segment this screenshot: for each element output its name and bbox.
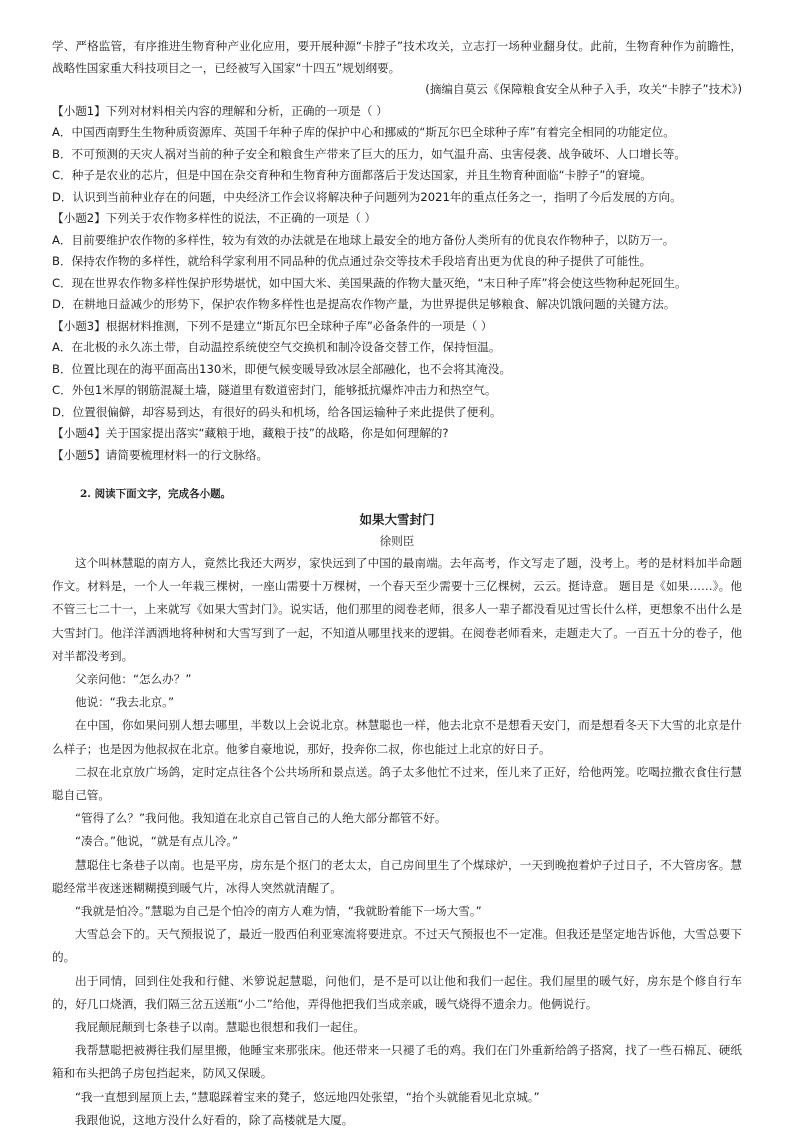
story-paragraph: 这个叫林慧聪的南方人，竟然比我还大两岁，家快远到了中国的最南端。去年高考，作文写走了题，没考上。考的是材料加半命题作文。材料是，一个人一年栽三棵树，一座山需要十万棵树，一个春天至少需要十三亿棵树，云云。挺诗意。 题目是《如果……》。他不管三七二十一，上来就写《如果大雪封门》。说实话，他们那里的阅卷老师，很多人一辈子都没看见过雪长什么样，更想象不出什么是大雪封门。他洋洋洒洒地将种树和大雪写到了一起，不知道从哪里找来的逻辑。在阅卷老师看来，走题走大了。一百五十分的卷子，他对半都没考到。 (52, 556, 742, 663)
question-2-option-c: C．现在世界农作物多样性保护形势堪忧，如中国大米、美国果蔬的作物大量灭绝，“末日种子库”将会使这些物种起死回生。 (52, 275, 687, 290)
story-paragraph: 我帮慧聪把被褥往我们屋里搬，他睡宝来那张床。他还带来一只褪了毛的鸡。我们在门外重新给鸽子搭窝，找了一些石棉瓦、硬纸箱和布头把鸽子房包挡起来，防风又保暖。 (52, 1043, 742, 1081)
story-paragraph: 在中国，你如果问别人想去哪里，半数以上会说北京。林慧聪也一样，他去北京不是想看天安门，而是想看冬天下大雪的北京是什么样子；也是因为他叔叔在北京。他爹自豪地说，那好，投奔你二叔，你也能过上北京的好日子。 (52, 718, 742, 756)
question-3-option-a: A．在北极的永久冻土带，自动温控系统使空气交换机和制冷设备交替工作，保持恒温。 (52, 340, 501, 354)
story-paragraph: “凑合。”他说，“就是有点儿冷。” (75, 834, 239, 849)
story-title: 如果大雪封门 (359, 512, 435, 527)
story-paragraph: 大雪总会下的。天气预报说了，最近一股西伯利亚寒流将要进京。不过天气预报也不一定准。但我还是坚定地告诉他，大雪总要下的。 (52, 927, 742, 965)
story-paragraph: 慧聪住七条巷子以南。也是平房，房东是个抠门的老太太，自己房间里生了个煤球炉，一天到晚抱着炉子过日子，不大管房客。慧聪经常半夜迷迷糊糊摸到暖气片，冰得人突然就清醒了。 (52, 857, 742, 895)
question-1-stem: 【小题1】下列对材料相关内容的理解和分析，正确的一项是（ ） (52, 103, 388, 118)
section-heading: 2. 阅读下面文字，完成各小题。 (80, 488, 232, 500)
source-citation: (摘编自莫云《保障粮食安全从种子入手，攻关“卡脖子”技术》) (425, 82, 742, 96)
question-3-option-b: B．位置比现在的海平面高出130米，即便气候变暖导致冰层全部融化，也不会将其淹没。 (52, 361, 512, 376)
question-3-stem: 【小题3】根据材料推测，下列不是建立“斯瓦尔巴全球种子库”必备条件的一项是（ ） (52, 318, 493, 333)
question-3-option-d: D．位置很偏僻，却容易到达，有很好的码头和机场，给各国运输种子来此提供了便利。 (52, 404, 502, 419)
intro-paragraph: 学、严格监管，有序推进生物育种产业化应用，要开展种源“卡脖子”技术攻关，立志打一场种业翻身仗。此前，生物育种作为前瞻性，战略性国家重大科技项目之一，已经被写入国家“十四五”规划纲要。 (52, 39, 742, 75)
story-paragraph: “我就是怕冷。”慧聪为自己是个怕冷的南方人难为情，“我就盼着能下一场大雪。” (75, 904, 482, 919)
question-1-option-a: A．中国西南野生生物种质资源库、英国千年种子库的保护中心和挪威的“斯瓦尔巴全球种子库”有着完全相同的功能定位。 (52, 125, 675, 139)
question-2-option-a: A．目前要维护农作物的多样性，较为有效的办法就是在地球上最安全的地方备份人类所有的优良农作物种子，以防万一。 (52, 232, 675, 247)
question-4-stem: 【小题4】关于国家提出落实“藏粮于地，藏粮于技”的战略，你是如何理解的? (52, 426, 449, 440)
material-one-section (52, 36, 742, 466)
question-3-option-c: C．外包1米厚的钢筋混凝土墙，隧道里有数道密封门，能够抵抗爆炸冲击力和热空气。 (52, 383, 497, 397)
story-paragraph: 我屁颠屁颠到七条巷子以南。慧聪也很想和我们一起住。 (75, 1020, 365, 1035)
story-paragraph: “我一直想到屋顶上去，”慧聪踩着宝来的凳子，悠远地四处张望，“抬个头就能看见北京城。” (75, 1089, 540, 1104)
question-1-option-b: B．不可预测的天灾人祸对当前的种子安全和粮食生产带来了巨大的压力，如气温升高、虫害侵袭、战争破坏、人口增长等。 (52, 146, 687, 161)
story-paragraph: 我跟他说，这地方没什么好看的，除了高楼就是大厦。 (75, 1112, 354, 1127)
story-paragraph: 父亲问他：“怎么办？” (75, 672, 192, 687)
reading-section-2 (52, 484, 742, 1132)
story-body (52, 552, 742, 1132)
question-5-stem: 【小题5】请简要梳理材料一的行文脉络。 (52, 447, 269, 462)
question-2-option-b: B．保持农作物的多样性，就给科学家利用不同品种的优点通过杂交等技术手段培育出更为优良的种子提供了可能性。 (52, 254, 652, 268)
question-1-option-c: C．种子是农业的芯片，但是中国在杂交育种和生物育种方面都落后于发达国家，并且生物育种面临“卡脖子”的窘境。 (52, 168, 652, 182)
story-paragraph: 出于同情，回到住处我和行健、米箩说起慧聪，问他们，是不是可以让他和我们一起住。我们屋里的暖气好，房东是个修自行车的，好几口烧酒，我们隔三岔五送瓶“小二”给他，弄得他把我们当成亲戚，暖气烧得不遗余力。他俩说行。 (52, 973, 742, 1011)
question-1-option-d: D．认识到当前种业存在的问题，中央经济工作会议将解决种子问题列为2021年的重点任务之一，指明了今后发展的方向。 (52, 189, 682, 204)
story-paragraph: 二叔在北京放广场鸽，定时定点往各个公共场所和景点送。鸽子太多他忙不过来，侄儿来了正好，给他两笼。吃喝拉撒衣食住行慧聪自己管。 (52, 764, 742, 803)
story-author: 徐则臣 (379, 534, 415, 548)
story-paragraph: 他说：“我去北京。” (75, 695, 174, 710)
story-paragraph: “管得了么？”我问他。我知道在北京自己管自己的人绝大部分都管不好。 (75, 811, 447, 826)
question-2-stem: 【小题2】下列关于农作物多样性的说法，不正确的一项是（ ） (52, 211, 377, 225)
question-2-option-d: D．在耕地日益减少的形势下，保护农作物多样性也是提高农作物产量，为世界提供足够粮食、解决饥饿问题的关键方法。 (52, 297, 676, 311)
